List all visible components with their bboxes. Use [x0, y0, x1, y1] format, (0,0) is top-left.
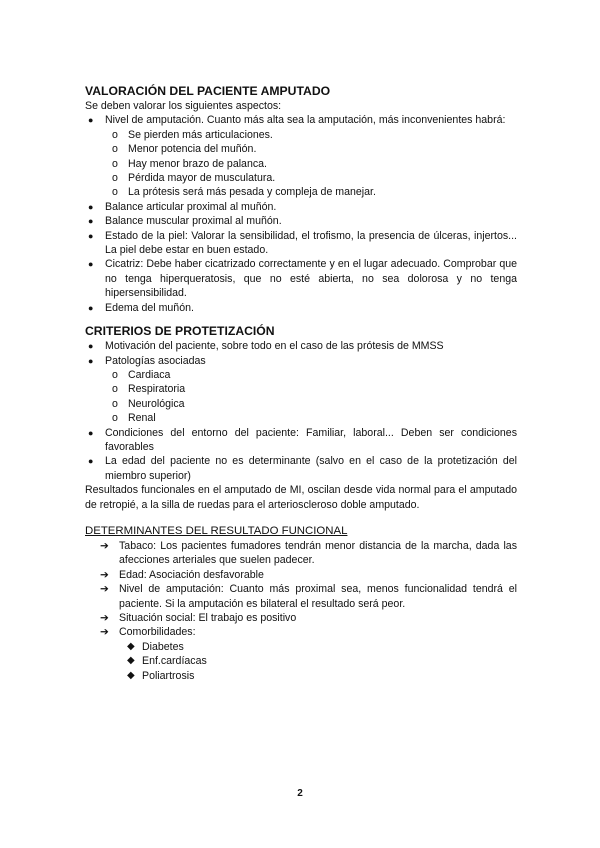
section-title-valoracion: VALORACIÓN DEL PACIENTE AMPUTADO	[85, 84, 331, 98]
list-item: ● Nivel de amputación. Cuanto más alta sea la amputación, más inconvenientes habrá:	[88, 114, 506, 127]
list-item: ● Condiciones del entorno del paciente: Familiar, laboral... Deben ser condiciones favorables	[88, 426, 517, 453]
section-title-criterios: CRITERIOS DE PROTETIZACIÓN	[85, 324, 275, 339]
bullet-icon: ●	[88, 355, 94, 366]
list-item: ➔ Situación social: El trabajo es positivo	[100, 612, 297, 624]
arrow-icon: ➔	[100, 539, 109, 552]
circle-bullet-icon: o	[112, 383, 118, 396]
circle-bullet-icon: o	[112, 128, 118, 141]
circle-bullet-icon: o	[112, 157, 118, 170]
arrow-icon: ➔	[100, 568, 109, 581]
circle-bullet-icon: o	[112, 368, 118, 381]
arrow-icon: ➔	[100, 612, 109, 624]
list-item: ● Balance muscular proximal al muñón.	[88, 215, 282, 228]
sub-list-item: o Menor potencia del muñón.	[112, 143, 257, 156]
sub-list-item: o Hay menor brazo de palanca.	[112, 157, 267, 170]
sub-list-item: o Renal	[112, 412, 156, 425]
sub-list-item: o La prótesis será más pesada y compleja de manejar.	[112, 186, 376, 199]
bullet-icon: ●	[88, 201, 94, 212]
circle-bullet-icon: o	[112, 143, 118, 156]
arrow-icon: ➔	[100, 626, 109, 639]
circle-bullet-icon: o	[112, 186, 118, 199]
sub-list-item: o Pérdida mayor de musculatura.	[112, 172, 276, 185]
arrow-icon: ➔	[100, 583, 109, 596]
bullet-icon: ●	[88, 427, 94, 438]
bullet-icon: ●	[88, 341, 94, 352]
bullet-icon: ●	[88, 115, 94, 126]
circle-bullet-icon: o	[112, 412, 118, 425]
sub-list-item: o Neurológica	[112, 397, 185, 410]
intro-text: Se deben valorar los siguientes aspectos:	[85, 100, 282, 112]
list-item: ➔ Edad: Asociación desfavorable	[100, 568, 264, 581]
bullet-icon: ●	[88, 302, 94, 313]
list-item: ● Motivación del paciente, sobre todo en el caso de las prótesis de MMSS	[88, 340, 444, 353]
circle-bullet-icon: o	[112, 397, 118, 410]
list-item: ● Estado de la piel: Valorar la sensibilidad, el trofismo, la presencia de úlceras, injertos... La piel debe estar en buen estado.	[88, 229, 517, 257]
document-page	[85, 84, 517, 683]
sub-list-item: ◆ Diabetes	[127, 640, 184, 653]
list-item: ● Cicatriz: Debe haber cicatrizado correctamente y en el lugar adecuado. Comprobar que no tenga hiperqueratosis, que no esté abierta, no sea dolorosa y no tenga hipersensibilidad.	[88, 258, 517, 300]
circle-bullet-icon: o	[112, 172, 118, 185]
list-item: ● Patologías asociadas	[88, 354, 206, 367]
list-item: ● La edad del paciente no es determinante (salvo en el caso de la protetización del miembro superior)	[88, 455, 517, 482]
sub-list-item: o Cardiaca	[112, 368, 171, 381]
diamond-bullet-icon: ◆	[127, 669, 135, 681]
list-item: ➔ Tabaco: Los pacientes fumadores tendrán menor distancia de la marcha, dada las afecciones arteriales que suelen padecer.	[100, 539, 517, 567]
sub-list-item: ◆ Poliartrosis	[127, 669, 195, 682]
diamond-bullet-icon: ◆	[127, 655, 135, 667]
sub-list-item: o Respiratoria	[112, 383, 186, 396]
diamond-bullet-icon: ◆	[127, 640, 135, 652]
sub-list-item: o Se pierden más articulaciones.	[112, 128, 273, 141]
list-item: ● Balance articular proximal al muñón.	[88, 200, 277, 213]
bullet-icon: ●	[88, 230, 94, 241]
list-item: ● Edema del muñón.	[88, 301, 194, 314]
bullet-icon: ●	[88, 259, 94, 270]
bullet-icon: ●	[88, 456, 94, 467]
list-item: ➔ Nivel de amputación: Cuanto más proximal sea, menos funcionalidad tendrá el paciente. Si la amputación es bilateral el resultado será peor.	[100, 583, 517, 610]
page-number: 2	[297, 788, 303, 799]
sub-list-item: ◆ Enf.cardíacas	[127, 655, 207, 668]
list-item: ➔ Comorbilidades:	[100, 626, 196, 639]
section-title-determinantes: DETERMINANTES DEL RESULTADO FUNCIONAL	[85, 524, 348, 537]
bullet-icon: ●	[88, 216, 94, 227]
results-paragraph: Resultados funcionales en el amputado de MI, oscilan desde vida normal para el amputado de retropié, a la silla de ruedas para el arterioscleroso doble amputado.	[85, 484, 517, 511]
